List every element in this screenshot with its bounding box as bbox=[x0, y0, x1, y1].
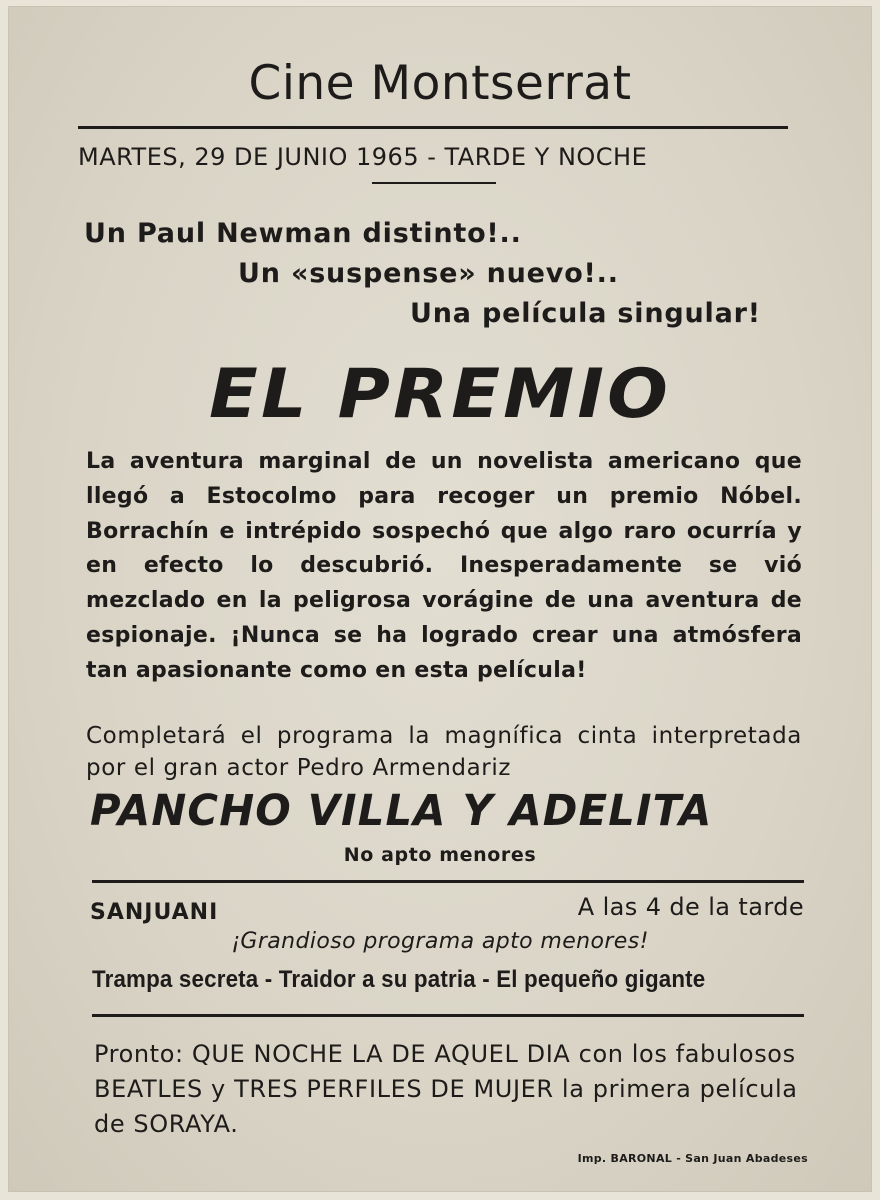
tagline-3: Una película singular! bbox=[410, 298, 761, 329]
kids-film-list: Trampa secreta - Traidor a su patria - El pequeño gigante bbox=[92, 966, 706, 993]
age-rating-note: No apto menores bbox=[343, 844, 537, 866]
date-line: MARTES, 29 DE JUNIO 1965 - TARDE Y NOCHE bbox=[78, 143, 648, 171]
tagline-1: Un Paul Newman distinto!.. bbox=[84, 218, 522, 249]
section-rule-2 bbox=[92, 1014, 804, 1017]
feature-synopsis: La aventura marginal de un novelista americano que llegó a Estocolmo para recoger un premio Nóbel. Borrachín e intrépido sospechó que algo raro ocurría y en efecto lo descubrió. Inesperadamente se vió mezclado en la peligrosa vorágine de una aventura de espionaje. ¡Nunca se ha logrado crear una atmósfera tan apasionante como en esta película! bbox=[86, 449, 802, 683]
feature-title: EL PREMIO bbox=[209, 355, 671, 434]
coming-soon-text: Pronto: QUE NOCHE LA DE AQUEL DIA con los fabulosos BEATLES y TRES PERFILES DE MUJER la primera película de SORAYA. bbox=[94, 1040, 798, 1138]
header-rule bbox=[78, 126, 788, 129]
second-feature-intro: Completará el programa la magnífica cinta interpretada por el gran actor Pedro Armendariz bbox=[86, 723, 802, 781]
sanjuani-label: SANJUANI bbox=[90, 900, 219, 925]
session-time: A las 4 de la tarde bbox=[577, 893, 804, 921]
tagline-2: Un «suspense» nuevo!.. bbox=[238, 258, 619, 289]
second-feature-title: PANCHO VILLA Y ADELITA bbox=[90, 786, 713, 836]
section-rule-1 bbox=[92, 880, 804, 883]
kids-program-promo: ¡Grandioso programa apto menores! bbox=[231, 929, 649, 954]
date-underline bbox=[372, 182, 496, 184]
printer-credit: Imp. BARONAL - San Juan Abadeses bbox=[577, 1152, 808, 1165]
cinema-title: Cine Montserrat bbox=[248, 56, 632, 111]
